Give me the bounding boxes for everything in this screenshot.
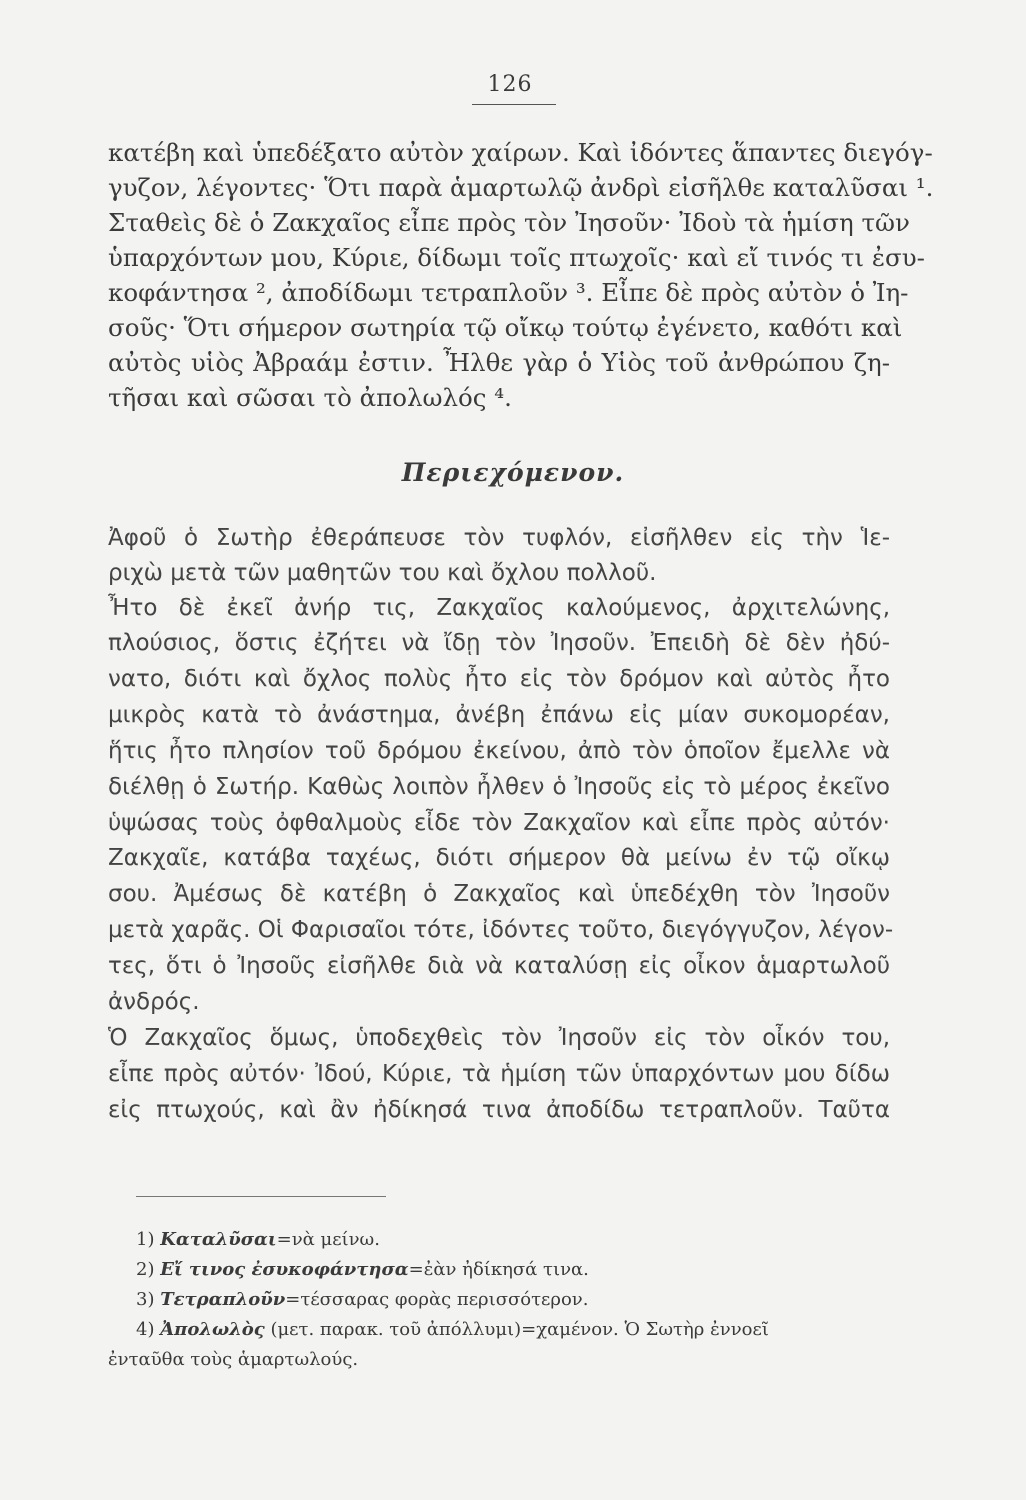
summary-line: ἀνδρός.: [108, 989, 200, 1015]
passage-line: ὑπαρχόντων μου, Κύριε, δίδωμι τοῖς πτωχοῖς· καὶ εἴ τινός τι ἐσυ-: [108, 243, 925, 272]
footnote-continuation: ἐνταῦθα τοὺς ἁμαρτωλούς.: [108, 1349, 359, 1370]
footnote: [136, 1231, 380, 1249]
summary-line: μετὰ χαρᾶς. Οἱ Φαρισαῖοι τότε, ἰδόντες τοῦτο, διεγόγγυζον, λέγον-: [108, 917, 894, 943]
page-number-rule: [472, 104, 556, 105]
footnote-term: Ἀπολωλὸς: [160, 1319, 265, 1340]
footnote-number: 2): [136, 1259, 155, 1280]
passage-line: κοφάντησα ², ἀποδίδωμι τετραπλοῦν ³. Εἶπε δὲ πρὸς αὐτὸν ὁ Ἰη-: [108, 278, 909, 307]
section-heading: Περιεχόμενον.: [401, 458, 625, 487]
footnote-text: (μετ. παρακ. τοῦ ἀπόλλυμι)=χαμένον. Ὁ Σωτὴρ ἐννοεῖ: [264, 1319, 769, 1340]
passage-line: τῆσαι καὶ σῶσαι τὸ ἀπολωλός ⁴.: [108, 383, 512, 412]
passage-line: σοῦς· Ὅτι σήμερον σωτηρία τῷ οἴκῳ τούτῳ ἐγένετο, καθότι καὶ: [108, 313, 903, 342]
summary-line: μικρὸς κατὰ τὸ ἀνάστημα, ἀνέβη ἐπάνω εἰς μίαν συκομορέαν,: [108, 702, 890, 728]
footnote-rule: [136, 1196, 386, 1197]
footnote-text: =νὰ μείνω.: [276, 1229, 380, 1250]
summary-line: διέλθῃ ὁ Σωτήρ. Καθὼς λοιπὸν ἦλθεν ὁ Ἰησοῦς εἰς τὸ μέρος ἐκεῖνο: [108, 774, 890, 800]
summary-line: νατο, διότι καὶ ὄχλος πολὺς ἦτο εἰς τὸν δρόμον καὶ αὐτὸς ἦτο: [108, 666, 890, 692]
page-number: 126: [487, 72, 533, 97]
summary-line: σου. Ἀμέσως δὲ κατέβη ὁ Ζακχαῖος καὶ ὑπεδέχθη τὸν Ἰησοῦν: [108, 881, 890, 907]
passage-line: αὐτὸς υἱὸς Ἀβραάμ ἐστιν. Ἦλθε γὰρ ὁ Υἱὸς τοῦ ἀνθρώπου ζη-: [108, 348, 890, 377]
footnote-term: Εἴ τινος ἐσυκοφάντησα: [160, 1259, 409, 1280]
summary-line: Ἦτο δὲ ἐκεῖ ἀνήρ τις, Ζακχαῖος καλούμενος, ἀρχιτελώνης,: [108, 595, 890, 621]
footnote-number: 1): [136, 1229, 155, 1250]
passage-line: γυζον, λέγοντες· Ὅτι παρὰ ἁμαρτωλῷ ἀνδρὶ εἰσῆλθε καταλῦσαι ¹.: [108, 173, 934, 202]
summary-line: Ἀφοῦ ὁ Σωτὴρ ἐθεράπευσε τὸν τυφλόν, εἰσῆλθεν εἰς τὴν Ἱε-: [108, 525, 890, 551]
footnote-number: 4): [136, 1319, 155, 1340]
summary-line: εἰς πτωχούς, καὶ ἂν ἠδίκησά τινα ἀποδίδω τετραπλοῦν. Ταῦτα: [108, 1097, 890, 1123]
passage-line: κατέβη καὶ ὑπεδέξατο αὐτὸν χαίρων. Καὶ ἰδόντες ἅπαντες διεγόγ-: [108, 138, 933, 167]
passage-line: Σταθεὶς δὲ ὁ Ζακχαῖος εἶπε πρὸς τὸν Ἰησοῦν· Ἰδοὺ τὰ ἡμίση τῶν: [108, 208, 910, 237]
footnote: [136, 1291, 588, 1309]
footnote: [136, 1321, 769, 1339]
summary-line: ὑψώσας τοὺς ὀφθαλμοὺς εἶδε τὸν Ζακχαῖον καὶ εἶπε πρὸς αὐτόν·: [108, 810, 890, 836]
summary-line: ἥτις ἦτο πλησίον τοῦ δρόμου ἐκείνου, ἀπὸ τὸν ὁποῖον ἔμελλε νὰ: [108, 738, 890, 764]
footnote-term: Τετραπλοῦν: [160, 1289, 286, 1310]
footnote-text: =ἐὰν ἠδίκησά τινα.: [408, 1259, 589, 1280]
footnote-text: =τέσσαρας φορὰς περισσότερον.: [285, 1289, 589, 1310]
summary-line: τες, ὅτι ὁ Ἰησοῦς εἰσῆλθε διὰ νὰ καταλύσῃ εἰς οἶκον ἁμαρτωλοῦ: [108, 953, 890, 979]
summary-line: Ὁ Ζακχαῖος ὅμως, ὑποδεχθεὶς τὸν Ἰησοῦν εἰς τὸν οἶκόν του,: [108, 1025, 890, 1051]
summary-line: ριχὼ μετὰ τῶν μαθητῶν του καὶ ὄχλου πολλοῦ.: [108, 560, 657, 586]
summary-line: εἶπε πρὸς αὐτόν· Ἰδού, Κύριε, τὰ ἡμίση τῶν ὑπαρχόντων μου δίδω: [108, 1061, 890, 1087]
footnote-number: 3): [136, 1289, 155, 1310]
summary-line: πλούσιος, ὅστις ἐζήτει νὰ ἴδῃ τὸν Ἰησοῦν. Ἐπειδὴ δὲ δὲν ἠδύ-: [108, 630, 890, 656]
footnote-term: Καταλῦσαι: [160, 1229, 277, 1250]
footnote: [136, 1261, 589, 1279]
summary-line: Ζακχαῖε, κατάβα ταχέως, διότι σήμερον θὰ μείνω ἐν τῷ οἴκῳ: [108, 845, 890, 871]
